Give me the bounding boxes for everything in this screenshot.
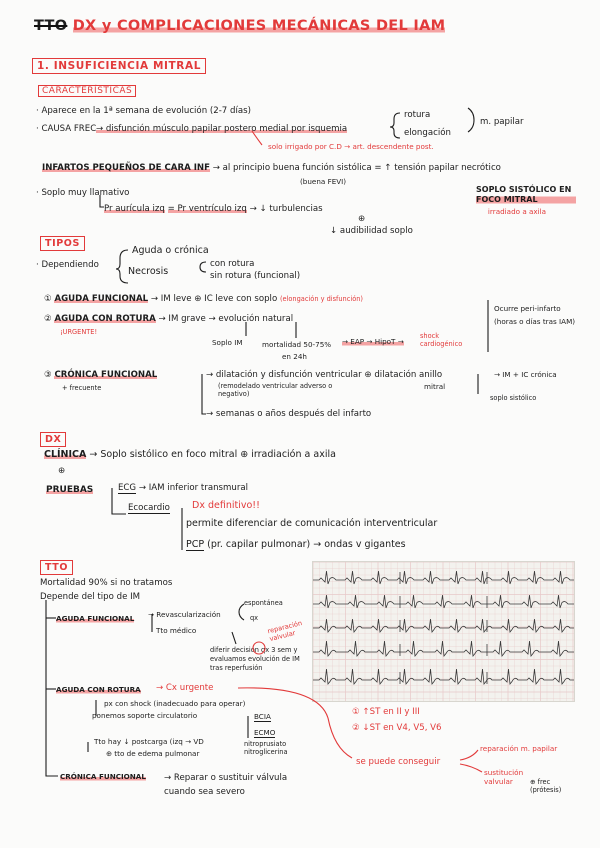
- section-1-heading: 1. INSUFICIENCIA MITRAL: [32, 58, 206, 74]
- title-strike-word: TTO: [34, 18, 68, 34]
- caract-elongacion: elongación: [404, 128, 451, 138]
- soplo-llamativo: · Soplo muy llamativo: [36, 188, 130, 198]
- irradiado-axila: irradiado a axila: [487, 207, 547, 216]
- tipo-2-text: → IM grave → evolución natural: [158, 314, 294, 324]
- infartos-text: → al principio buena función sistólica = ↑ tensión papilar necrótico: [212, 163, 501, 173]
- tipo-3-number: ③: [44, 370, 52, 380]
- aguda-cronica-text: Aguda o crónica: [132, 245, 209, 256]
- tipo-2-ocurre: Ocurre peri-infarto (horas o días tras IAM): [494, 304, 576, 326]
- tipo-1-number: ①: [44, 294, 52, 304]
- tipos-aguda-cronica: [132, 245, 209, 256]
- page-title: [34, 18, 445, 34]
- plus-1: ⊕: [358, 214, 366, 224]
- caract-rotura: rotura: [404, 110, 431, 120]
- tto-sustitucion: sustitución valvular: [484, 768, 524, 786]
- dx-permite: permite diferenciar de comunicación interventricular: [186, 518, 438, 529]
- tto-reparacion-valvular: reparación valvular: [266, 619, 303, 644]
- caract-heading: CARACTERÍSTICAS: [38, 85, 136, 97]
- tto-reparacion-m: reparación m. papilar: [480, 744, 558, 753]
- tto-aguda-rotura: AGUDA CON ROTURA: [56, 685, 141, 694]
- tto-prec: ⊕ frec (prótesis): [530, 778, 562, 794]
- dx-pruebas: PRUEBAS: [46, 485, 94, 495]
- tipo-3-line: [44, 370, 157, 380]
- tipo-3-semanas: → semanas o años después del infarto: [206, 409, 372, 419]
- tto-espontanea: espontánea: [244, 599, 283, 607]
- tto-diferir: diferir decisión qx 3 sem y evaluamos evolución de IM tras reperfusión: [210, 646, 300, 672]
- caract-causa-label: · CAUSA FREC: [36, 124, 97, 134]
- dx-ecg-text: → IAM inferior transmural: [138, 483, 249, 493]
- tto-ponemos: ponemos soporte circulatorio: [92, 711, 198, 720]
- tipos-dependiendo: · Dependiendo: [36, 260, 99, 270]
- tto-cx-urgente: → Cx urgente: [156, 683, 214, 693]
- tipo-2-number: ②: [44, 314, 52, 324]
- tto-se-puede: se puede conseguir: [356, 757, 441, 767]
- title-main: DX y COMPLICACIONES MECÁNICAS DEL IAM: [72, 18, 446, 34]
- tipo-3-label: CRÓNICA FUNCIONAL: [54, 370, 158, 380]
- dx-definitivo: Dx definitivo!!: [192, 500, 260, 511]
- tipos-sin-rotura: sin rotura (funcional): [210, 271, 301, 281]
- dx-clinica-line: [44, 449, 336, 460]
- tipo-2-urgente: ¡URGENTE!: [60, 328, 98, 336]
- caract-causa-text: [96, 124, 347, 134]
- causa-text: → disfunción músculo papilar postero medial por isquemia: [96, 124, 348, 134]
- tipo-1-note: (elongación y disfunción): [279, 295, 363, 303]
- caract-m-papilar: m. papilar: [480, 117, 524, 127]
- tto-st-down: ② ↓ST en V4, V5, V6: [352, 723, 442, 733]
- tto-revasc: → Revascularización: [148, 610, 221, 619]
- audibilidad: ↓ audibilidad soplo: [330, 226, 413, 236]
- tto-ecmo: ECMO: [254, 728, 276, 737]
- tipo-3-im-ic: → IM + IC crónica: [494, 370, 557, 379]
- tto-postcarga: Tto hay ↓ postcarga (izq → VD: [94, 737, 204, 746]
- dx-pcp-line: [186, 539, 406, 550]
- tipo-2-line: [44, 314, 293, 324]
- dx-clinica-text: → Soplo sistólico en foco mitral ⊕ irradiación a axila: [89, 449, 336, 460]
- tto-qx: qx: [250, 614, 259, 622]
- soplo-box: SOPLO SISTÓLICO EN FOCO MITRAL: [476, 185, 576, 205]
- caract-solo-irrigado: solo irrigado por C.D → art. descendente post.: [268, 142, 434, 151]
- pr-auricula: Pr aurícula izq: [104, 204, 165, 214]
- tipos-heading: TIPOS: [40, 236, 85, 251]
- ecg-trace: [313, 562, 574, 701]
- tto-reparar: → Reparar o sustituir válvula cuando sea severo: [164, 773, 288, 797]
- buena-fevi: (buena FEVI): [300, 177, 347, 186]
- tto-heading: TTO: [40, 560, 73, 575]
- tto-st-up: ① ↑ST en II y III: [352, 707, 420, 717]
- tipo-3-mitral: mitral: [424, 382, 446, 391]
- tipo-2-mortalidad: mortalidad 50-75%: [262, 340, 332, 349]
- pr-ventriculo: = Pr ventrículo izq: [167, 204, 247, 214]
- tto-depende: Depende del tipo de IM: [40, 592, 141, 602]
- tipos-necrosis: Necrosis: [128, 266, 169, 277]
- tipo-3-frecuente: + frecuente: [62, 384, 102, 392]
- tto-aguda-funcional: AGUDA FUNCIONAL: [56, 614, 135, 623]
- dx-ecg-line: [118, 483, 248, 493]
- dx-heading: DX: [40, 432, 66, 447]
- tipo-2-cap: [342, 337, 404, 346]
- tto-mortalidad: Mortalidad 90% si no tratamos: [40, 578, 173, 588]
- dx-ecg-label: ECG: [118, 483, 137, 493]
- dx-plus: ⊕: [58, 466, 66, 476]
- infartos-line: [42, 163, 501, 173]
- tipo-1-text: → IM leve ⊕ IC leve con soplo: [150, 294, 278, 304]
- tipo-1-line: [44, 294, 363, 304]
- tto-medico: Tto médico: [156, 626, 197, 635]
- tto-bcia: BCIA: [254, 712, 271, 721]
- dx-pcp-text: (pr. capilar pulmonar) → ondas v gigantes: [207, 539, 406, 550]
- presiones-line: [104, 204, 323, 214]
- infartos-label: INFARTOS PEQUEÑOS DE CARA INF: [42, 163, 210, 173]
- dx-clinica-label: CLÍNICA: [44, 449, 87, 460]
- tipo-3-remodelado: (remodelado ventricular adverso o negativo): [218, 382, 333, 398]
- tipo-1-label: AGUDA FUNCIONAL: [54, 294, 149, 304]
- dx-ecocardio: Ecocardio: [128, 503, 170, 513]
- tipo-3-dilatacion: → dilatación y disfunción ventricular ⊕ dilatación anillo: [206, 370, 443, 380]
- tto-cronica-funcional: CRÓNICA FUNCIONAL: [60, 772, 146, 781]
- tipo-2-soplo: Soplo IM: [212, 338, 243, 347]
- turbulencias: → ↓ turbulencias: [249, 204, 323, 214]
- tipos-con-rotura: con rotura: [210, 259, 255, 269]
- tipo-2-en24: en 24h: [282, 352, 307, 361]
- tto-nitro: nitroprusiato nitroglicerina: [244, 740, 288, 756]
- ecg-image: [312, 561, 575, 702]
- tto-edema: ⊕ tto de edema pulmonar: [106, 749, 200, 758]
- dx-pcp-label: PCP: [186, 539, 205, 550]
- tipo-3-soplo-sistolico: soplo sistólico: [490, 394, 537, 402]
- tipo-2-label: AGUDA CON ROTURA: [54, 314, 156, 324]
- tipo-2-shock: shock cardiogénico: [420, 332, 463, 348]
- caract-aparece: · Aparece en la 1ª semana de evolución (2-7 días): [36, 106, 251, 116]
- cap-hipot: → EAP → HipoT →: [342, 337, 404, 346]
- tto-px-shock: px con shock (inadecuado para operar): [104, 699, 246, 708]
